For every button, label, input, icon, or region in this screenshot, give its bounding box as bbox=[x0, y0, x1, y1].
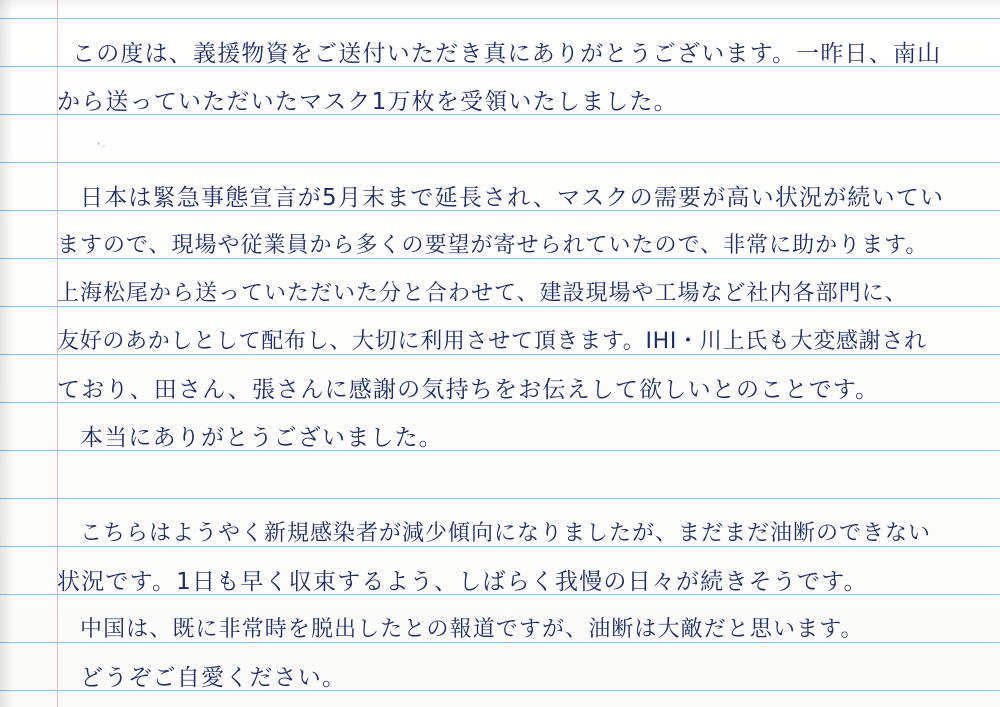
handwritten-line: 本当にありがとうございました。 bbox=[80, 425, 443, 451]
handwritten-line: この度は、義援物資をご送付いただき真にありがとうございます。一昨日、南山 bbox=[72, 41, 942, 67]
handwritten-line: ており、田さん、張さんに感謝の気持ちをお伝えして欲しいとのことです。 bbox=[57, 377, 880, 403]
handwritten-line: 中国は、既に非常時を脱出したとの報道ですが、油断は大敵だと思います。 bbox=[80, 617, 864, 642]
handwritten-line: から送っていただいたマスク1万枚を受領いたしました。 bbox=[57, 89, 678, 115]
handwritten-line: 状況です。1日も早く収束するよう、しばらく我慢の日々が続きそうです。 bbox=[57, 569, 868, 595]
handwritten-line: 上海松尾から送っていただいた分と合わせて、建設現場や工場など社内各部門に、 bbox=[57, 281, 908, 306]
handwritten-line: こちらはようやく新規感染者が減少傾向になりましたが、まだまだ油断のできない bbox=[80, 521, 932, 546]
handwritten-line: 友好のあかしとして配布し、大切に利用させて頂きます。IHI・川上氏も大変感謝され bbox=[57, 329, 927, 354]
handwritten-line: 日本は緊急事態宣言が5月末まで延長され、マスクの需要が高い状況が続いてい bbox=[80, 185, 945, 211]
handwritten-line: どうぞご自愛ください。 bbox=[80, 665, 347, 691]
handwritten-line: ますので、現場や従業員から多くの要望が寄せられていたので、非常に助かります。 bbox=[57, 233, 929, 258]
